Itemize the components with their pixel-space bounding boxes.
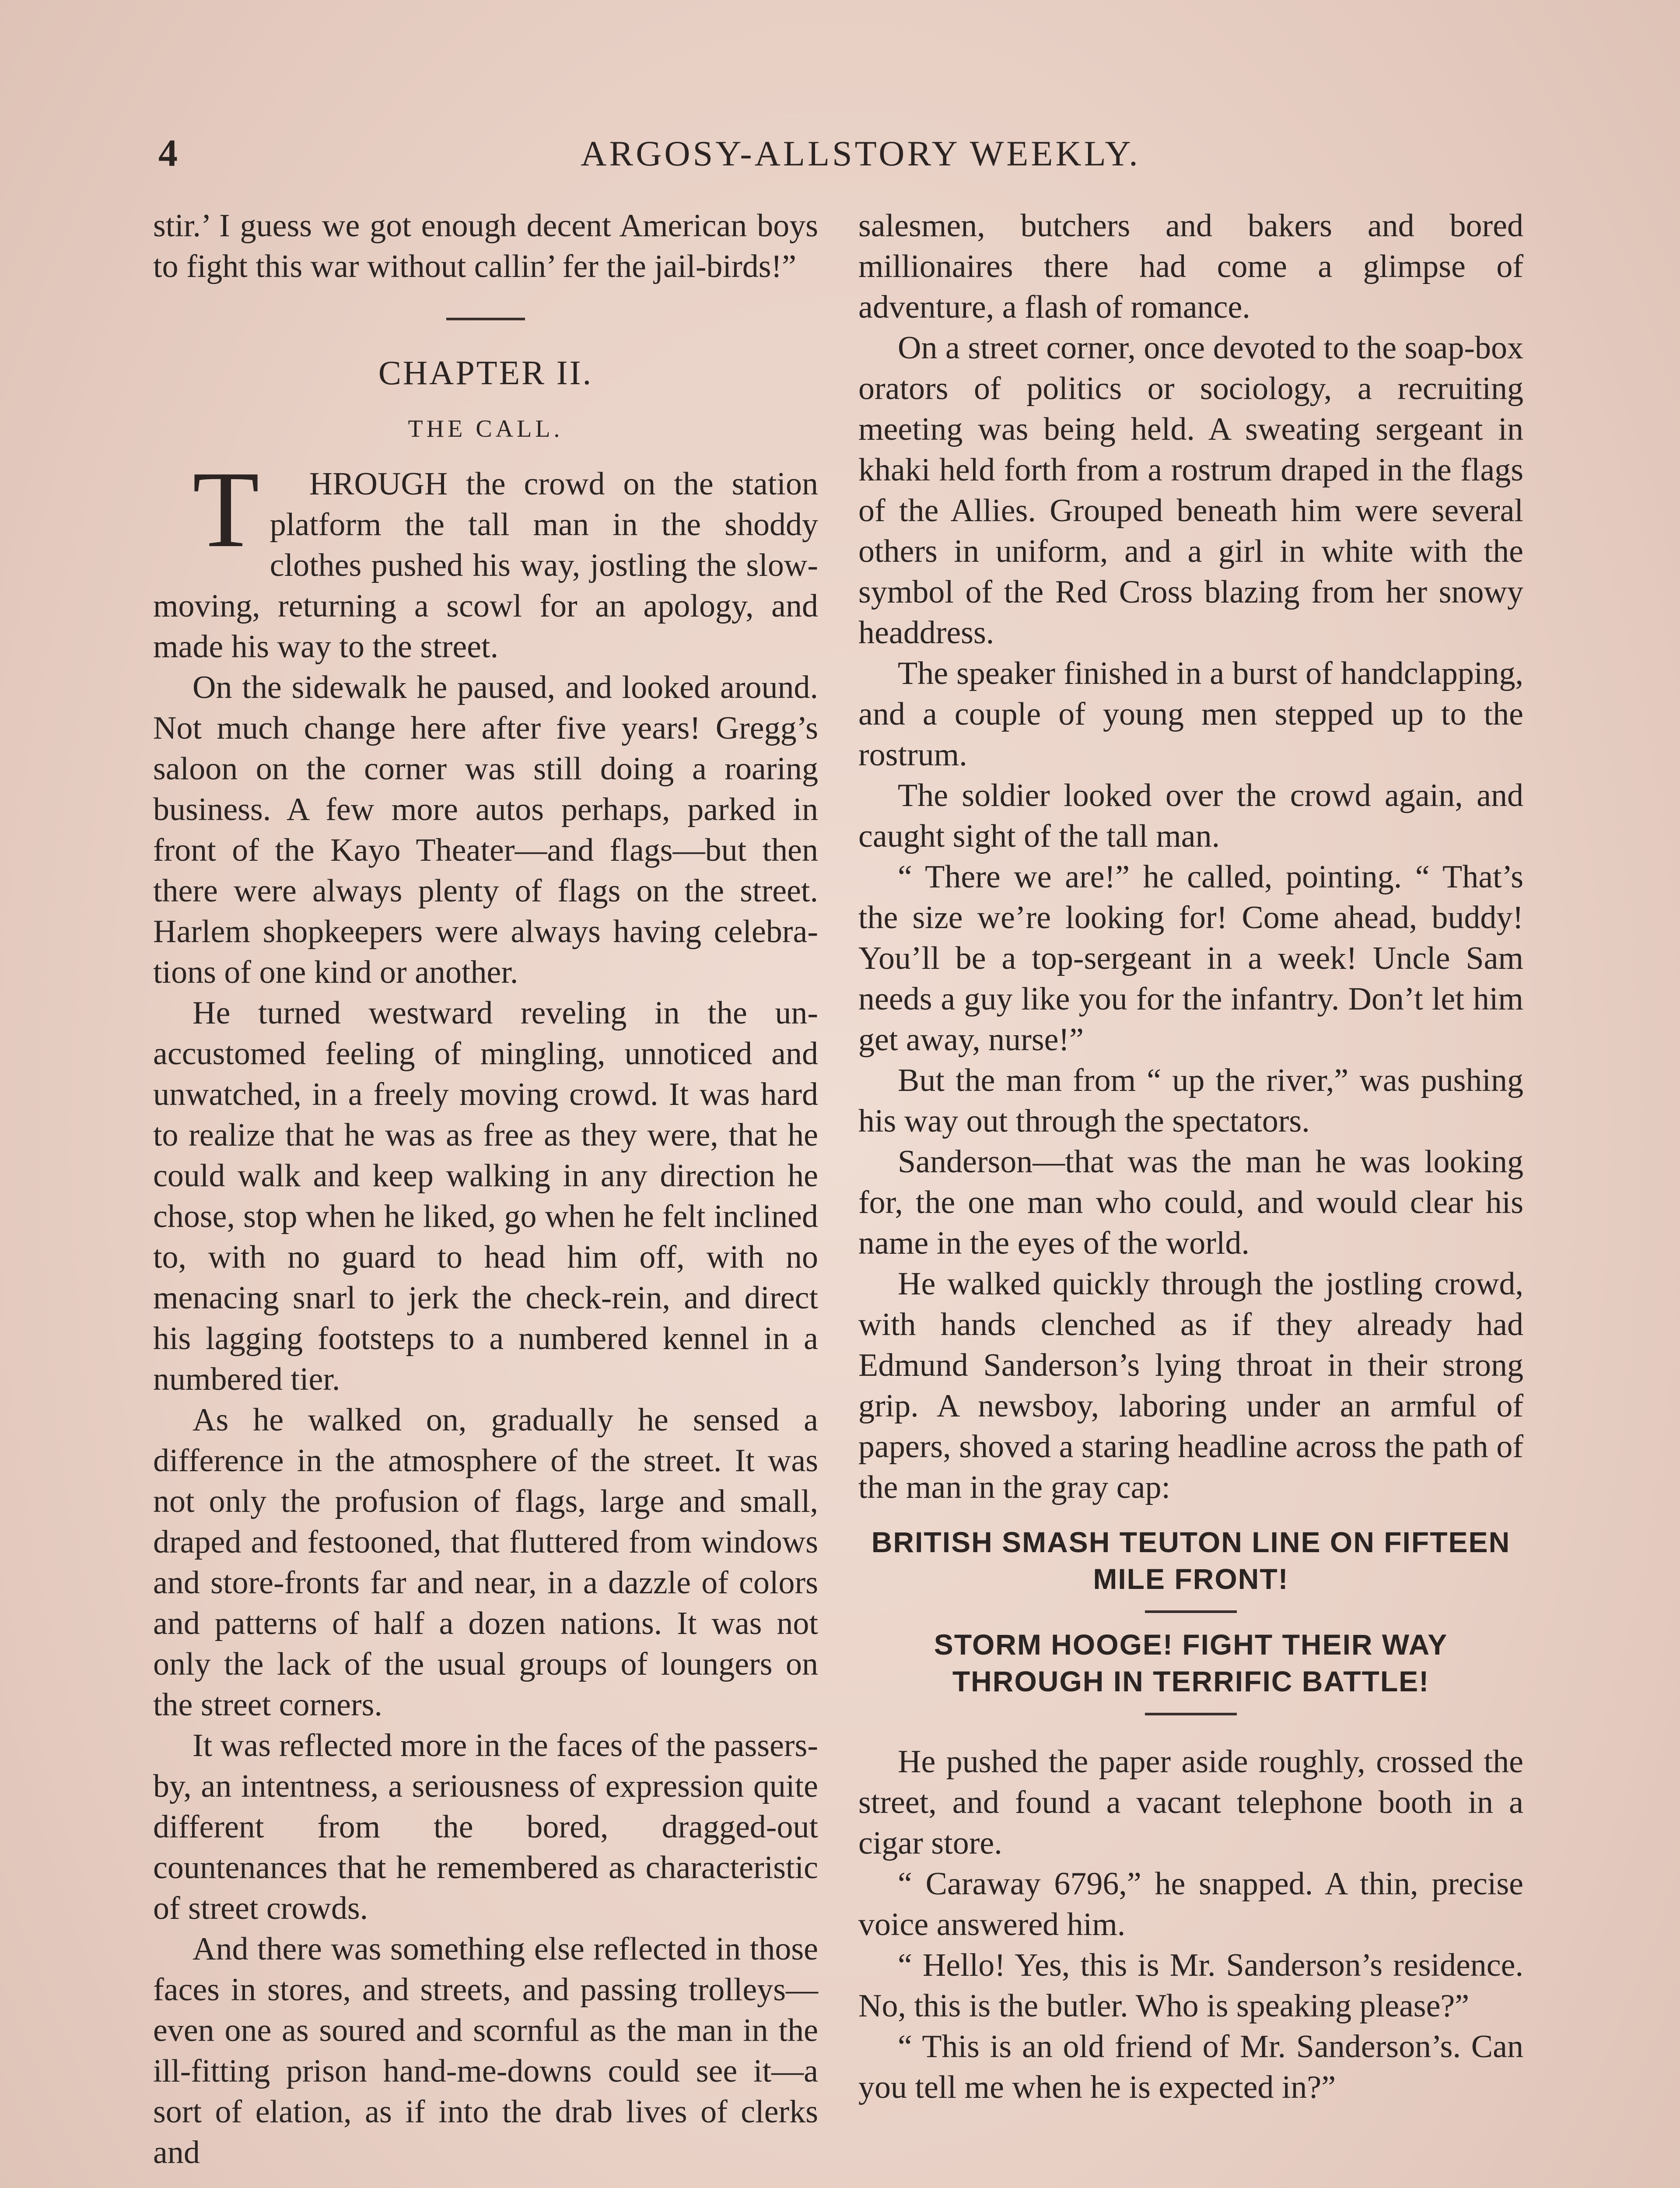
body-paragraph: He walked quickly through the jostling crowd, with hands clenched as if they already had Edmund Sanderson’s lying throat in their strong grip. A newsboy, laboring under an armful of papers, shoved a staring headline across the path of the man in the gray cap:: [858, 1266, 1523, 1505]
opening-paragraph: stir.’ I guess we got enough decent American boys to fight this war without callin’ fer the jail-birds!”: [153, 208, 818, 284]
left-column: [153, 206, 818, 2173]
body-paragraph: He pushed the paper aside roughly, crossed the street, and found a vacant telephone booth in a cigar store.: [858, 1744, 1523, 1861]
body-paragraph: “ Hello! Yes, this is Mr. Sanderson’s residence. No, this is the butler. Who is speaking please?”: [858, 1947, 1523, 2024]
headline-divider: [1145, 1610, 1237, 1613]
newspaper-headline: BRITISH SMASH TEUTON LINE ON FIFTEEN MILE FRONT!: [871, 1526, 1511, 1595]
chapter-subtitle: THE CALL.: [408, 415, 564, 442]
body-paragraph: “ Caraway 6796,” he snapped. A thin, precise voice answered him.: [858, 1866, 1523, 1943]
page-number: 4: [158, 132, 178, 175]
body-paragraph: On a street corner, once devoted to the soap-box orators of politics or sociology, a recruiting meeting was being held. A sweating sergeant in khaki held forth from a rostrum draped in the flags of the Allies. Grouped beneath him were several others in uniform, and a girl in white with the symbol of the Red Cross blazing from her snowy headdress.: [858, 330, 1523, 651]
body-paragraph: Sanderson—that was the man he was looking for, the one man who could, and would clear his name in the eyes of the world.: [858, 1144, 1523, 1261]
body-paragraph: But the man from “ up the river,” was pushing his way out through the spectators.: [858, 1062, 1523, 1139]
body-paragraph: The speaker finished in a burst of handclapping, and a couple of young men stepped up to the rostrum.: [858, 656, 1523, 773]
body-paragraph: “ This is an old friend of Mr. Sanderson’s. Can you tell me when he is expected in?”: [858, 2029, 1523, 2105]
running-head: ARGOSY-ALLSTORY WEEKLY.: [581, 133, 1141, 173]
body-paragraph: On the sidewalk he paused, and looked around. Not much change here after five years! Gregg’s saloon on the corner was still doing a roaring business. A few more autos perhaps, parked in front of the Kayo Theater—and flags—but then there were always plenty of flags on the street. Harlem shopkeepers were always having celebrations of one kind or another.: [153, 670, 818, 990]
body-paragraph: It was reflected more in the faces of the passers-by, an intentness, a seriousness of expression quite different from the bored, dragged-out countenances that he remembered as characteristic of street crowds.: [153, 1728, 818, 1926]
drop-cap-paragraph: [153, 449, 818, 667]
section-divider: [446, 318, 525, 320]
newspaper-headline: STORM HOOGE! FIGHT THEIR WAY THROUGH IN TERRIFIC BATTLE!: [934, 1628, 1448, 1697]
right-column: [858, 206, 1523, 2108]
body-paragraph: As he walked on, gradually he sensed a difference in the atmosphere of the street. It was not only the profusion of flags, large and small, draped and festooned, that fluttered from windows and store-fronts far and near, in a dazzle of colors and patterns of half a dozen nations. It was not only the lack of the usual groups of loungers on the street corners.: [153, 1402, 818, 1723]
headline-divider: [1145, 1713, 1237, 1715]
body-paragraph: “ There we are!” he called, pointing. “ That’s the size we’re looking for! Come ahead, buddy! You’ll be a top-sergeant in a week! Uncle Sam needs a guy like you for the infantry. Don’t let him get away, nurse!”: [858, 859, 1523, 1058]
body-paragraph: He turned westward reveling in the unaccustomed feeling of mingling, unnoticed and unwatched, in a freely moving crowd. It was hard to realize that he was as free as they were, that he could walk and keep walking in any direction he chose, stop when he liked, go when he felt inclined to, with no guard to head him off, with no menacing snarl to jerk the check-rein, and direct his lagging footsteps to a numbered kennel in a numbered tier.: [153, 995, 818, 1397]
drop-cap-paragraph-text: HROUGH the crowd on the station platform the tall man in the shoddy clothes pushed his way, jostling the slow-moving, returning a scowl for an apology, and made his way to the street.: [153, 466, 818, 665]
body-paragraph: The soldier looked over the crowd again, and caught sight of the tall man.: [858, 778, 1523, 854]
body-paragraph: And there was something else reflected in those faces in stores, and streets, and passing trolleys—even one as soured and scornful as the man in the ill-fitting prison hand-me-downs could see it—a sort of elation, as if into the drab lives of clerks and: [153, 1931, 818, 2170]
body-paragraph: salesmen, butchers and bakers and bored millionaires there had come a glimpse of adventure, a flash of romance.: [858, 208, 1523, 325]
chapter-heading: CHAPTER II.: [378, 354, 593, 392]
page-header: [158, 130, 1563, 182]
drop-cap-letter: T: [192, 449, 259, 570]
